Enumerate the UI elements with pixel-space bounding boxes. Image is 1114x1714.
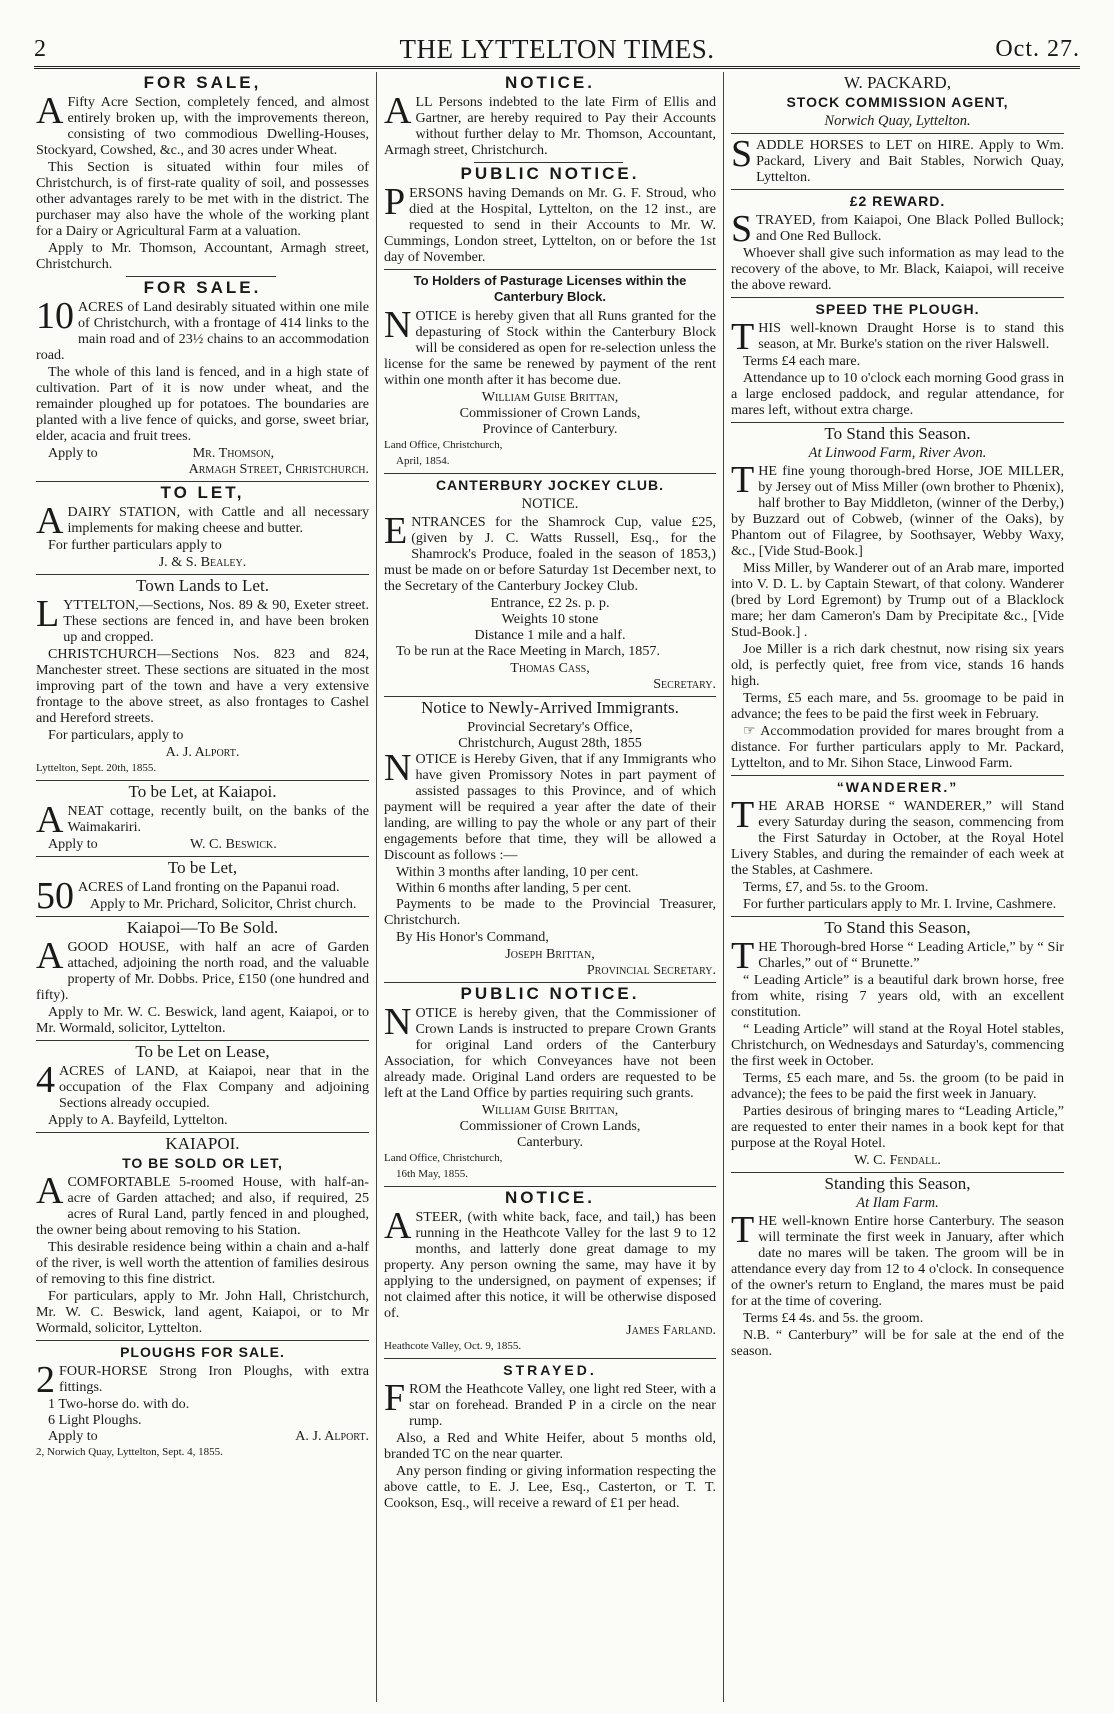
- ad-text: To be run at the Race Meeting in March, 1857.: [396, 643, 660, 659]
- ad-heading: FOR SALE,: [143, 73, 262, 92]
- ad-town-lands: [36, 578, 369, 776]
- ad-speed-the-plough: [731, 301, 1064, 418]
- divider: [384, 269, 716, 270]
- ad-wanderer: [731, 779, 1064, 912]
- divider: [36, 574, 369, 575]
- divider: [384, 696, 716, 697]
- dateline: Land Office, Christchurch,: [384, 1152, 503, 1164]
- ad-to-be-let-fifty-acres: [36, 858, 369, 917]
- dateline: Provincial Secretary's Office,: [467, 719, 633, 735]
- ad-text: COMFORTABLE 5-roomed House, with half-an-acre of Garden attached; and also, if required, 25 acres of Rural Land, partly fenced in and ploughed, the owner being about removing to his Station.: [36, 1174, 369, 1238]
- ad-address: Norwich Quay, Lyttelton.: [824, 113, 971, 129]
- signature: Joseph Brittan,: [505, 946, 595, 962]
- ad-subheading: NOTICE.: [521, 496, 579, 512]
- divider: [36, 1340, 369, 1341]
- ad-text: STEER, (with white back, face, and tail,) has been running in the Heathcote Valley for the last 9 to 12 months, and latterly done great damage to my property. Any person owning the same, may have it by applying to the undersigned, on payment of expenses; if not claimed after this notice, it will be otherwise disposed of.: [384, 1209, 716, 1321]
- ad-text: For further particulars apply to: [48, 537, 222, 553]
- ad-canterbury-horse: [731, 1176, 1064, 1359]
- ad-heading: KAIAPOI.: [165, 1134, 240, 1153]
- apply-label: Apply to: [48, 1428, 98, 1444]
- ad-heading: SPEED THE PLOUGH.: [815, 301, 980, 317]
- ad-strayed: [384, 1362, 716, 1511]
- ad-text: NEAT cottage, recently built, on the banks of the Waimakariri.: [67, 803, 369, 835]
- ad-text: For particulars, apply to Mr. John Hall, Christchurch, Mr. W. C. Beswick, land agent, Kaiapoi, or to Mr Wormald, solicitor, Lyttelton.: [36, 1288, 369, 1336]
- ad-text: Terms, £7, and 5s. to the Groom.: [743, 879, 929, 895]
- apply-label: Apply to: [48, 445, 98, 461]
- signature-title: Commissioner of Crown Lands,: [459, 1118, 641, 1134]
- ad-text: Any person finding or giving information respecting the above cattle, to E. J. Lee, Esq., Casterton, or T. T. Cookson, Esq., will receive a reward of £1 per head.: [384, 1463, 716, 1511]
- drop-cap: 2: [36, 1359, 55, 1401]
- ad-text: Whoever shall give such information as may lead to the recovery of the above, to Mr. Black, Kaiapoi, will receive the above reward.: [731, 245, 1064, 293]
- ad-to-let-dairy: [36, 485, 369, 570]
- ad-text: TRAYED, from Kaiapoi, One Black Polled Bullock; and One Red Bullock.: [756, 212, 1064, 244]
- ad-text: Apply to Mr. Thomson, Accountant, Armagh street, Christchurch.: [36, 240, 369, 272]
- ad-text: Miss Miller, by Wanderer out of an Arab mare, imported into V. D. L. by Captain Stewart, of that colony. Wanderer (bred by Lord Egremont) by Trump out of a Blacklock mare; her dam Cameron's Dam by Precipitate &c., [Vide Stud-Book.] .: [731, 560, 1064, 640]
- divider: [731, 775, 1064, 776]
- newspaper-title: THE LYTTELTON TIMES.: [399, 34, 715, 64]
- ad-for-sale-ten-acres: [36, 280, 369, 477]
- drop-cap: T: [731, 459, 755, 501]
- ad-kaiapoi-cottage: [36, 784, 369, 852]
- ad-text: OTICE is hereby given, that the Commissioner of Crown Lands is instructed to prepare Crown Grants for original Land orders of the Canterbury Association, for which Conveyances have not been already made. Original Land orders are requested to be left at the Land Office by parties requiring such grants.: [384, 1005, 716, 1101]
- ad-packard: [731, 75, 1064, 129]
- ad-text: Terms £4 4s. and 5s. the groom.: [743, 1310, 924, 1326]
- drop-cap: T: [731, 794, 755, 836]
- ad-heading: Kaiapoi—To Be Sold.: [126, 918, 279, 937]
- ad-text: NTRANCES for the Shamrock Cup, value £25, (given by J. C. Watts Russell, Esq., for the Shamrock's Produce, foaled in the season of 1853,) must be made on or before Saturday 1st December next, to the Secretary of the Canterbury Jockey Club.: [384, 514, 716, 594]
- column-1: [36, 72, 369, 1702]
- list-item: 6 Light Ploughs.: [48, 1412, 142, 1428]
- signature: James Farland.: [626, 1322, 716, 1338]
- ad-text: OTICE is Hereby Given, that if any Immigrants who have given Promissory Notes in part payment of assisted passages to this Province, and of which payment will be required a year after the date of their landing, are willing to pay the whole or any part of their engagements before that time, they will be allowed a Discount as follows :—: [384, 751, 716, 863]
- divider: [36, 481, 369, 482]
- drop-cap: A: [36, 90, 64, 132]
- divider: [731, 1172, 1064, 1173]
- divider: [36, 1040, 369, 1041]
- drop-cap: A: [384, 1205, 412, 1247]
- divider: [731, 189, 1064, 190]
- column-divider: [723, 72, 724, 1702]
- ad-text: HE well-known Entire horse Canterbury. The season will terminate the first week in January, after which date no mares will be taken. The groom will be in attendance every day from 12 to 4 o'clock. In consequence of the owner's return to England, the mares must be paid for at the time of covering.: [731, 1213, 1064, 1309]
- signature: W. C. Fendall.: [854, 1152, 941, 1168]
- divider: [731, 422, 1064, 423]
- divider: [384, 1186, 716, 1187]
- ad-notice-ellis-gartner: [384, 75, 716, 158]
- ad-heading: NOTICE.: [505, 1188, 595, 1207]
- ad-heading: NOTICE.: [505, 73, 595, 92]
- ad-subheading: TO BE SOLD OR LET,: [122, 1155, 283, 1171]
- ad-text: Terms, £5 each mare, and 5s. groomage to be paid in advance; the fees to be paid the first week in February.: [731, 690, 1064, 722]
- drop-cap: P: [384, 181, 406, 223]
- ad-text: “ Leading Article” is a beautiful dark brown horse, free from white, rising 7 years old, with an excellent constitution.: [731, 972, 1064, 1020]
- ad-text: This Section is situated within four miles of Christchurch, is of first-rate quality of soil, and possesses other advantages rarely to be met with in the district. The purchaser may also have the whole of the working plant for a Dairy or Agricultural Farm at a valuation.: [36, 159, 369, 239]
- dateline: 2, Norwich Quay, Lyttelton, Sept. 4, 1855.: [36, 1446, 223, 1458]
- drop-cap: A: [36, 799, 64, 841]
- ad-heading: To Holders of Pasturage Licenses within the Canterbury Block.: [413, 273, 687, 304]
- drop-cap: L: [36, 593, 60, 635]
- dateline: Land Office, Christchurch,: [384, 439, 503, 451]
- drop-cap: T: [731, 316, 755, 358]
- ad-heading: W. PACKARD,: [844, 73, 951, 92]
- signature: William Guise Brittan,: [481, 1102, 619, 1118]
- ad-heading: TO LET,: [160, 483, 245, 502]
- ad-text: This desirable residence being within a chain and a-half of the river, is well worth the attention of families desirous of removing to this fine district.: [36, 1239, 369, 1287]
- ad-heading: To Stand this Season.: [824, 424, 971, 443]
- list-item: Distance 1 mile and a half.: [474, 627, 626, 643]
- divider: [384, 473, 716, 474]
- ad-heading: CANTERBURY JOCKEY CLUB.: [435, 477, 665, 493]
- signature-title: Commissioner of Crown Lands,: [459, 405, 641, 421]
- divider: [36, 916, 369, 917]
- ad-heading: To Stand this Season,: [824, 918, 971, 937]
- ad-text: ACRES of Land fronting on the Papanui road.: [78, 879, 340, 895]
- ad-text: HE fine young thorough-bred Horse, JOE MILLER, by Jersey out of Miss Miller (own brother to Phœnix), half brother to Bay Middleton, (winner of the Derby,) by Buzzard out of Cobweb, (winner of the Oaks), by Phantom out of Filagree, by Soothsayer, Webby Waxy, &c., [Vide Stud-Book.]: [731, 463, 1064, 559]
- masthead-rule: [34, 66, 1080, 69]
- signature: Thomas Cass,: [510, 660, 590, 676]
- divider: [384, 982, 716, 983]
- ad-joe-miller: [731, 426, 1064, 771]
- ad-heading: To be Let, at Kaiapoi.: [128, 782, 277, 801]
- dateline: Christchurch, August 28th, 1855: [458, 735, 642, 751]
- divider: [731, 133, 1064, 134]
- ad-text: By His Honor's Command,: [396, 929, 549, 945]
- list-item: 1 Two-horse do. with do.: [48, 1396, 190, 1412]
- list-item: Within 6 months after landing, 5 per cent.: [396, 880, 632, 896]
- contact-address: Armagh Street, Christchurch.: [188, 461, 369, 477]
- dateline: 16th May, 1855.: [396, 1168, 469, 1180]
- ad-text: Apply to A. Bayfeild, Lyttelton.: [48, 1112, 228, 1128]
- drop-cap: 4: [36, 1059, 55, 1101]
- drop-cap: T: [731, 935, 755, 977]
- ad-text: Terms £4 each mare.: [743, 353, 861, 369]
- masthead: [34, 30, 1080, 64]
- ad-heading: To be Let,: [167, 858, 238, 877]
- ad-text: DAIRY STATION, with Cattle and all necessary implements for making cheese and butter.: [67, 504, 369, 536]
- column-3: [731, 72, 1064, 1702]
- divider: [36, 780, 369, 781]
- dateline: Lyttelton, Sept. 20th, 1855.: [36, 762, 157, 774]
- column-2: [384, 72, 716, 1702]
- list-item: Within 3 months after landing, 10 per cent.: [396, 864, 639, 880]
- divider: [474, 162, 623, 163]
- list-item: Entrance, £2 2s. p. p.: [490, 595, 610, 611]
- signature-title: Canterbury.: [516, 1134, 583, 1150]
- drop-cap: A: [36, 500, 64, 542]
- ad-heading: PUBLIC NOTICE.: [460, 164, 640, 183]
- ad-text: “ Leading Article” will stand at the Royal Hotel stables, Christchurch, on Wednesdays and Saturday's, commencing the first week in October.: [731, 1021, 1064, 1069]
- ad-text: GOOD HOUSE, with half an acre of Garden attached, adjoining the north road, and the valuable property of Mr. Dobbs. Price, £150 (one hundred and fifty).: [36, 939, 369, 1003]
- ad-kaiapoi-house: [36, 920, 369, 1036]
- ad-lease-kaiapoi: [36, 1044, 369, 1128]
- ad-reward: [731, 193, 1064, 293]
- ad-kaiapoi-sold-or-let: [36, 1136, 369, 1336]
- signature-title: Province of Canterbury.: [482, 421, 618, 437]
- ad-text: ☞ Accommodation provided for mares brought from a distance. For further particulars apply to Mr. Packard, Lyttelton, and to Mr. Sihon Stace, Linwood Farm.: [731, 723, 1064, 771]
- ad-text: HE Thorough-bred Horse “ Leading Article,” by “ Sir Charles,” out of “ Brunette.”: [758, 939, 1064, 971]
- divider: [384, 1358, 716, 1359]
- dateline: Heathcote Valley, Oct. 9, 1855.: [384, 1340, 522, 1352]
- drop-cap: S: [731, 133, 753, 175]
- column-divider: [376, 72, 377, 1702]
- divider: [126, 276, 276, 277]
- page-number: 2: [34, 36, 46, 62]
- signature-title: Provincial Secretary.: [586, 962, 716, 978]
- ad-heading: £2 REWARD.: [849, 193, 946, 209]
- drop-cap: 50: [36, 875, 74, 917]
- apply-label: Apply to: [48, 836, 98, 852]
- ad-text: ADDLE HORSES to LET on HIRE. Apply to Wm. Packard, Livery and Bait Stables, Norwich Quay, Lyttelton.: [756, 137, 1064, 185]
- ad-text: N.B. “ Canterbury” will be for sale at the end of the season.: [731, 1327, 1064, 1359]
- ad-text: Terms, £5 each mare, and 5s. the groom (to be paid in advance); the fees to be paid the first week in January.: [731, 1070, 1064, 1102]
- ad-text: Also, a Red and White Heifer, about 5 months old, branded TC on the near quarter.: [384, 1430, 716, 1462]
- ad-text: The whole of this land is fenced, and in a high state of cultivation. Part of it is now under wheat, and the remainder ploughed up for potatoes. The boundaries are planted with a live fence of quicks, and gorse, sweet briar, elder, acacia and fruit trees.: [36, 364, 369, 444]
- drop-cap: T: [731, 1209, 755, 1251]
- divider: [36, 1132, 369, 1133]
- ad-text: Apply to Mr. Prichard, Solicitor, Christ church.: [90, 896, 357, 912]
- ad-text: Payments to be made to the Provincial Treasurer, Christchurch.: [384, 896, 716, 928]
- contact-name: A. J. Alport.: [295, 1428, 369, 1444]
- ad-subheading: STOCK COMMISSION AGENT,: [786, 94, 1009, 110]
- ad-text: Joe Miller is a rich dark chestnut, now rising six years old, is perfectly quiet, free from vice, stands 16 hands high.: [731, 641, 1064, 689]
- signature-title: Secretary.: [653, 676, 716, 692]
- drop-cap: A: [36, 935, 64, 977]
- drop-cap: A: [36, 1170, 64, 1212]
- ad-for-sale-fifty-acre: [36, 75, 369, 272]
- ad-saddle-horses: [731, 133, 1064, 185]
- dateline: April, 1854.: [396, 455, 450, 467]
- divider: [731, 297, 1064, 298]
- drop-cap: E: [384, 510, 408, 552]
- ad-crown-grants: [384, 986, 716, 1182]
- drop-cap: F: [384, 1377, 406, 1419]
- drop-cap: S: [731, 208, 753, 250]
- ad-ploughs: [36, 1344, 369, 1460]
- ad-heading: Standing this Season,: [824, 1174, 971, 1193]
- ad-jockey-club: [384, 477, 716, 692]
- ad-heading: STRAYED.: [503, 1362, 597, 1378]
- ad-text: YTTELTON,—Sections, Nos. 89 & 90, Exeter street. These sections are fenced in, and have been broken up and cropped.: [63, 597, 369, 645]
- ad-pasturage-licenses: [384, 273, 716, 469]
- ad-heading: “WANDERER.”: [836, 779, 959, 795]
- ad-heading: To be Let on Lease,: [135, 1042, 270, 1061]
- signature: A. J. Alport.: [165, 744, 240, 760]
- ad-text: CHRISTCHURCH—Sections Nos. 823 and 824, Manchester street. These sections are situated in the most improving part of the town and have a very extensive frontage to the above street, as also frontages to Cashel and Hereford streets.: [36, 646, 369, 726]
- ad-text: Parties desirous of bringing mares to “Leading Article,” are requested to enter their names in a book kept for that purpose at the Royal Hotel.: [731, 1103, 1064, 1151]
- ad-leading-article: [731, 920, 1064, 1168]
- ad-heading: FOR SALE.: [143, 278, 262, 297]
- ad-text: HIS well-known Draught Horse is to stand this season, at Mr. Burke's station on the river Halswell.: [758, 320, 1064, 352]
- ad-text: OTICE is hereby given that all Runs granted for the depasturing of Stock within the Canterbury Block will be considered as open for re-selection unless the license for the same be renewed by payment of the rent within one month after it has become due.: [384, 308, 716, 388]
- ad-text: Apply to Mr. W. C. Beswick, land agent, Kaiapoi, or to Mr. Wormald, solicitor, Lyttelton.: [36, 1004, 369, 1036]
- ad-heading: Town Lands to Let.: [136, 576, 269, 595]
- drop-cap: N: [384, 747, 412, 789]
- drop-cap: 10: [36, 295, 74, 337]
- ad-heading: PUBLIC NOTICE.: [460, 984, 640, 1003]
- ad-notice-steer: [384, 1190, 716, 1354]
- divider: [731, 916, 1064, 917]
- drop-cap: N: [384, 304, 412, 346]
- ad-text: For further particulars apply to Mr. I. Irvine, Cashmere.: [743, 896, 1057, 912]
- drop-cap: N: [384, 1001, 412, 1043]
- ad-text: FOUR-HORSE Strong Iron Ploughs, with extra fittings.: [59, 1363, 369, 1395]
- ad-heading: Notice to Newly-Arrived Immigrants.: [421, 698, 679, 717]
- ad-subheading: At Linwood Farm, River Avon.: [808, 445, 987, 461]
- issue-date: Oct. 27.: [995, 36, 1080, 62]
- drop-cap: A: [384, 90, 412, 132]
- signature: J. & S. Bealey.: [158, 554, 247, 570]
- ad-text: ACRES of LAND, at Kaiapoi, near that in the occupation of the Flax Company and adjoining Sections already occupied.: [59, 1063, 369, 1111]
- ad-text: ACRES of Land desirably situated within one mile of Christchurch, with a frontage of 414 links to the main road and of 23½ chains to an accommodation road.: [36, 299, 369, 363]
- list-item: Weights 10 stone: [501, 611, 599, 627]
- ad-heading: PLOUGHS FOR SALE.: [120, 1344, 285, 1360]
- divider: [36, 856, 369, 857]
- ad-subheading: At Ilam Farm.: [856, 1195, 939, 1211]
- contact-name: Mr. Thomson,: [192, 445, 275, 461]
- ad-text: LL Persons indebted to the late Firm of Ellis and Gartner, are hereby required to Pay their Accounts without further delay to Mr. Thomson, Accountant, Armagh street, Christchurch.: [384, 94, 716, 158]
- ad-text: ROM the Heathcote Valley, one light red Steer, with a star on forehead. Branded P in a circle on the near rump.: [409, 1381, 716, 1429]
- ad-immigrants-notice: [384, 700, 716, 978]
- ad-text: HE ARAB HORSE “ WANDERER,” will Stand every Saturday during the season, commencing from the First Saturday in October, at the Royal Hotel Livery Stables, and during the remainder of each week at the Stables, at Cashmere.: [731, 798, 1064, 878]
- contact-name: W. C. Beswick.: [189, 836, 277, 852]
- ad-public-notice-stroud: [384, 166, 716, 265]
- signature: William Guise Brittan,: [481, 389, 619, 405]
- ad-text: For particulars, apply to: [48, 727, 184, 743]
- ad-text: Fifty Acre Section, completely fenced, and almost entirely broken up, with the improvements thereon, consisting of two commodious Dwelling-Houses, Stockyard, Cowshed, &c., and 30 acres under Wheat.: [36, 94, 369, 158]
- ad-text: Attendance up to 10 o'clock each morning Good grass in a large enclosed paddock, and regular attendance, for mares left, without extra charge.: [731, 370, 1064, 418]
- ad-text: ERSONS having Demands on Mr. G. F. Stroud, who died at the Hospital, Lyttelton, on the 12 inst., are requested to send in their Accounts to Mr. W. Cummings, London street, Lyttelton, on or before the 1st day of November.: [384, 185, 716, 265]
